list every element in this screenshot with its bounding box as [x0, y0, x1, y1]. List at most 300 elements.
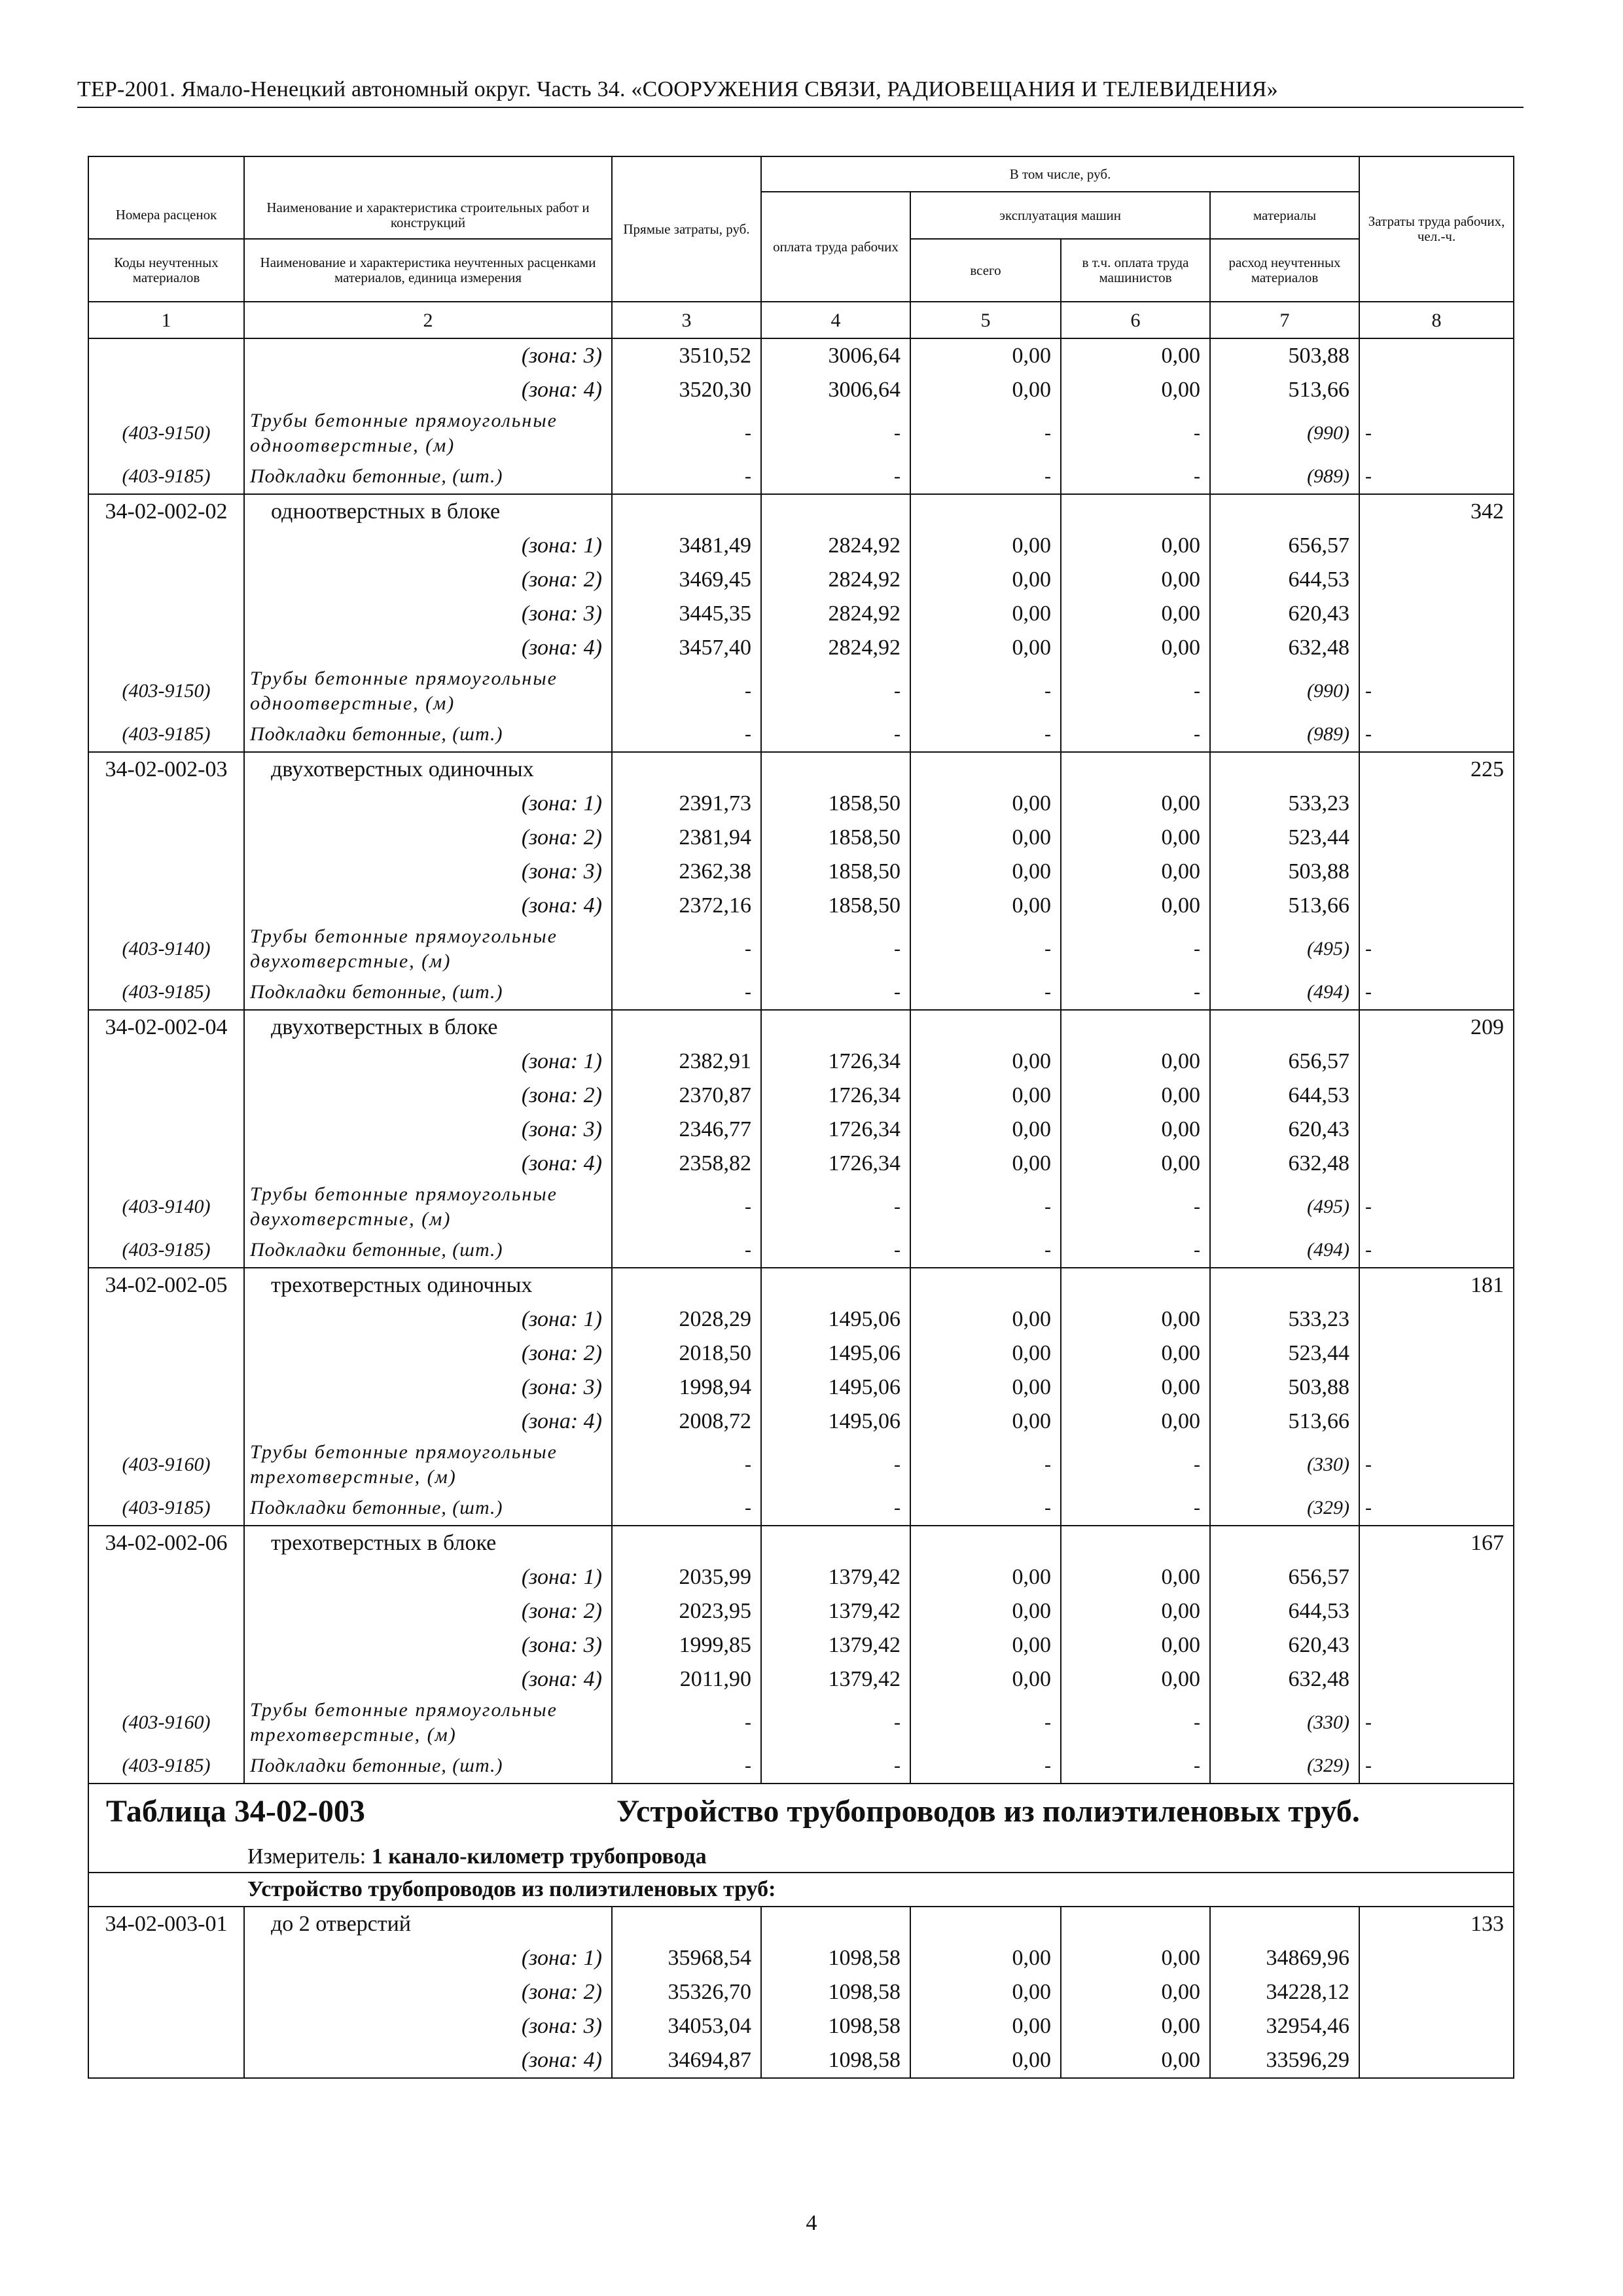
machines-total: 0,00: [910, 1079, 1061, 1113]
materials-cost: 32954,46: [1210, 2009, 1359, 2043]
empty-cell: [88, 1594, 244, 1628]
materials-cost: 503,88: [1210, 338, 1359, 373]
zone-label: (зона: 3): [244, 1371, 612, 1405]
zone-label: (зона: 3): [244, 1628, 612, 1662]
machines-total: 0,00: [910, 1405, 1061, 1439]
machinist-pay: 0,00: [1061, 1941, 1210, 1975]
material-name: Подкладки бетонные, (шт.): [244, 1491, 612, 1526]
zone-label: (зона: 1): [244, 1560, 612, 1594]
dash-cell: -: [1365, 1454, 1372, 1475]
direct-cost: 3457,40: [612, 631, 761, 665]
dash-cell: -: [910, 665, 1061, 717]
rate-row: [88, 494, 1514, 529]
materials-cost: 632,48: [1210, 631, 1359, 665]
materials-cost: 523,44: [1210, 1336, 1359, 1371]
labor-hours-cell: [1359, 1439, 1514, 1491]
empty-cell: [1359, 1079, 1514, 1113]
dash-cell: -: [1365, 680, 1372, 702]
empty-cell: [1359, 1975, 1514, 2009]
empty-cell: [88, 889, 244, 923]
empty-cell: [1359, 2043, 1514, 2078]
materials-cost: 644,53: [1210, 1594, 1359, 1628]
machines-total: 0,00: [910, 821, 1061, 855]
dash-cell: -: [1061, 1439, 1210, 1491]
rate-name: до 2 отверстий: [244, 1907, 612, 1941]
empty-cell: [1359, 1594, 1514, 1628]
empty-cell: [612, 494, 761, 529]
material-usage: (990): [1210, 407, 1359, 459]
materials-cost: 620,43: [1210, 1628, 1359, 1662]
zone-row: [88, 1113, 1514, 1147]
col-number: 1: [88, 302, 244, 338]
machines-total: 0,00: [910, 1628, 1061, 1662]
empty-cell: [1359, 1371, 1514, 1405]
material-code: (403-9185): [88, 1233, 244, 1268]
labor-pay: 1098,58: [761, 2009, 910, 2043]
machines-total: 0,00: [910, 563, 1061, 597]
material-code: (403-9160): [88, 1696, 244, 1749]
direct-cost: 3481,49: [612, 529, 761, 563]
direct-cost: 3445,35: [612, 597, 761, 631]
zone-label: (зона: 2): [244, 1336, 612, 1371]
machines-total: 0,00: [910, 2009, 1061, 2043]
zone-row: [88, 1628, 1514, 1662]
labor-pay: 1858,50: [761, 787, 910, 821]
empty-cell: [88, 787, 244, 821]
material-row: [88, 923, 1514, 975]
labor-hours-cell: [1359, 1696, 1514, 1749]
material-name: Подкладки бетонные, (шт.): [244, 459, 612, 494]
dash-cell: -: [612, 1181, 761, 1233]
labor-hours: 167: [1359, 1526, 1514, 1560]
dash-cell: -: [910, 459, 1061, 494]
empty-cell: [1359, 1405, 1514, 1439]
empty-cell: [761, 1268, 910, 1302]
materials-cost: 620,43: [1210, 597, 1359, 631]
dash-cell: -: [612, 459, 761, 494]
material-usage: (330): [1210, 1696, 1359, 1749]
machinist-pay: 0,00: [1061, 597, 1210, 631]
machinist-pay: 0,00: [1061, 529, 1210, 563]
machines-total: 0,00: [910, 1302, 1061, 1336]
material-code: (403-9140): [88, 1181, 244, 1233]
dash-cell: -: [1365, 1497, 1372, 1518]
empty-cell: [761, 494, 910, 529]
empty-cell: [612, 1268, 761, 1302]
zone-row: [88, 631, 1514, 665]
material-name: Трубы бетонные прямоугольные трехотверстные, (м): [244, 1696, 612, 1749]
dash-cell: -: [612, 975, 761, 1010]
machines-total: 0,00: [910, 1045, 1061, 1079]
materials-cost: 632,48: [1210, 1147, 1359, 1181]
materials-cost: 503,88: [1210, 855, 1359, 889]
empty-cell: [910, 1526, 1061, 1560]
zone-row: [88, 1045, 1514, 1079]
machines-total: 0,00: [910, 855, 1061, 889]
meter-row: [88, 1842, 1514, 1873]
direct-cost: 2382,91: [612, 1045, 761, 1079]
machines-total: 0,00: [910, 373, 1061, 407]
labor-hours: 342: [1359, 494, 1514, 529]
machinist-pay: 0,00: [1061, 2009, 1210, 2043]
labor-hours-cell: [1359, 459, 1514, 494]
material-usage: (495): [1210, 1181, 1359, 1233]
materials-cost: 620,43: [1210, 1113, 1359, 1147]
empty-cell: [1359, 529, 1514, 563]
machines-total: 0,00: [910, 1336, 1061, 1371]
dash-cell: -: [761, 1233, 910, 1268]
dash-cell: -: [1061, 923, 1210, 975]
dash-cell: -: [761, 1439, 910, 1491]
direct-cost: 35326,70: [612, 1975, 761, 2009]
zone-row: [88, 787, 1514, 821]
dash-cell: -: [761, 1491, 910, 1526]
empty-cell: [1359, 631, 1514, 665]
direct-cost: 34053,04: [612, 2009, 761, 2043]
labor-hours-cell: [1359, 923, 1514, 975]
zone-row: [88, 1560, 1514, 1594]
material-row: [88, 1181, 1514, 1233]
direct-cost: 2008,72: [612, 1405, 761, 1439]
materials-cost: 533,23: [1210, 1302, 1359, 1336]
material-name: Трубы бетонные прямоугольные трехотверстные, (м): [244, 1439, 612, 1491]
empty-cell: [1359, 821, 1514, 855]
rate-code: 34-02-003-01: [88, 1907, 244, 1941]
zone-row: [88, 1079, 1514, 1113]
material-name: Трубы бетонные прямоугольные двухотверстные, (м): [244, 1181, 612, 1233]
empty-cell: [1359, 1662, 1514, 1696]
material-usage: (330): [1210, 1439, 1359, 1491]
empty-cell: [88, 1336, 244, 1371]
direct-cost: 2362,38: [612, 855, 761, 889]
zone-label: (зона: 3): [244, 855, 612, 889]
labor-pay: 1726,34: [761, 1045, 910, 1079]
col-number: 2: [244, 302, 612, 338]
rate-name: двухотверстных одиночных: [244, 752, 612, 787]
materials-cost: 656,57: [1210, 529, 1359, 563]
header-spacer-1: [88, 156, 244, 192]
empty-cell: [1210, 1268, 1359, 1302]
empty-cell: [88, 1147, 244, 1181]
rate-code: 34-02-002-06: [88, 1526, 244, 1560]
material-name: Трубы бетонные прямоугольные одноотверстные, (м): [244, 407, 612, 459]
direct-cost: 1999,85: [612, 1628, 761, 1662]
machines-total: 0,00: [910, 1975, 1061, 2009]
dash-cell: -: [1061, 975, 1210, 1010]
direct-cost: 34694,87: [612, 2043, 761, 2078]
material-usage: (329): [1210, 1749, 1359, 1784]
empty-cell: [88, 1045, 244, 1079]
zone-label: (зона: 1): [244, 1045, 612, 1079]
dash-cell: -: [612, 717, 761, 752]
material-code: (403-9160): [88, 1439, 244, 1491]
machinist-pay: 0,00: [1061, 1560, 1210, 1594]
rate-row: [88, 752, 1514, 787]
labor-pay: 2824,92: [761, 631, 910, 665]
empty-cell: [88, 821, 244, 855]
col-number: 8: [1359, 302, 1514, 338]
col-number: 6: [1061, 302, 1210, 338]
rate-row: [88, 1907, 1514, 1941]
dash-cell: -: [612, 665, 761, 717]
zone-row: [88, 2009, 1514, 2043]
machines-total: 0,00: [910, 338, 1061, 373]
direct-cost: 2346,77: [612, 1113, 761, 1147]
labor-pay: 1726,34: [761, 1113, 910, 1147]
empty-cell: [1210, 494, 1359, 529]
labor-hours-cell: [1359, 1233, 1514, 1268]
material-usage: (989): [1210, 459, 1359, 494]
materials-cost: 503,88: [1210, 1371, 1359, 1405]
dash-cell: -: [1365, 1755, 1372, 1776]
labor-pay: 2824,92: [761, 529, 910, 563]
page-number: 4: [806, 2211, 817, 2235]
empty-cell: [88, 529, 244, 563]
labor-hours-cell: [1359, 407, 1514, 459]
zone-label: (зона: 1): [244, 529, 612, 563]
col-number: 5: [910, 302, 1061, 338]
material-code: (403-9185): [88, 459, 244, 494]
zone-label: (зона: 2): [244, 1594, 612, 1628]
dash-cell: -: [612, 1439, 761, 1491]
material-name: Трубы бетонные прямоугольные двухотверстные, (м): [244, 923, 612, 975]
material-code: (403-9185): [88, 975, 244, 1010]
header-rule: [77, 107, 1524, 108]
zone-label: (зона: 1): [244, 1302, 612, 1336]
material-row: [88, 1439, 1514, 1491]
table-title-row: [88, 1784, 1514, 1842]
empty-cell: [1359, 1302, 1514, 1336]
labor-pay: 1098,58: [761, 1975, 910, 2009]
col-number: 4: [761, 302, 910, 338]
zone-label: (зона: 4): [244, 2043, 612, 2078]
labor-pay: 1858,50: [761, 821, 910, 855]
dash-cell: -: [910, 1491, 1061, 1526]
zone-row: [88, 821, 1514, 855]
empty-cell: [1210, 1907, 1359, 1941]
labor-hours-cell: [1359, 717, 1514, 752]
labor-pay: 2824,92: [761, 597, 910, 631]
empty-cell: [1210, 752, 1359, 787]
header-work-name: Наименование и характеристика строительных работ и конструкций: [244, 192, 612, 239]
labor-hours: 225: [1359, 752, 1514, 787]
header-labor-hours: Затраты труда рабочих, чел.-ч.: [1359, 156, 1514, 302]
labor-pay: 1858,50: [761, 889, 910, 923]
materials-cost: 513,66: [1210, 889, 1359, 923]
machinist-pay: 0,00: [1061, 1662, 1210, 1696]
machinist-pay: 0,00: [1061, 821, 1210, 855]
empty-cell: [88, 1941, 244, 1975]
empty-cell: [88, 1302, 244, 1336]
dash-cell: -: [1061, 1491, 1210, 1526]
machines-total: 0,00: [910, 529, 1061, 563]
machinist-pay: 0,00: [1061, 1336, 1210, 1371]
material-row: [88, 975, 1514, 1010]
dash-cell: -: [1061, 665, 1210, 717]
direct-cost: 1998,94: [612, 1371, 761, 1405]
empty-cell: [88, 338, 244, 373]
rate-name: одноотверстных в блоке: [244, 494, 612, 529]
machines-total: 0,00: [910, 1560, 1061, 1594]
material-usage: (329): [1210, 1491, 1359, 1526]
empty-cell: [1359, 855, 1514, 889]
labor-pay: 1379,42: [761, 1628, 910, 1662]
labor-pay: 1379,42: [761, 1594, 910, 1628]
dash-cell: -: [612, 1491, 761, 1526]
zone-label: (зона: 4): [244, 889, 612, 923]
subheading-row: [88, 1873, 1514, 1907]
direct-cost: 2028,29: [612, 1302, 761, 1336]
machinist-pay: 0,00: [1061, 1594, 1210, 1628]
dash-cell: -: [910, 717, 1061, 752]
header-material-codes: Коды неучтенных материалов: [88, 239, 244, 302]
meter-value: 1 канало-километр трубопровода: [371, 1844, 707, 1869]
dash-cell: -: [761, 923, 910, 975]
material-usage: (494): [1210, 1233, 1359, 1268]
dash-cell: -: [1365, 1239, 1372, 1261]
labor-hours-cell: [1359, 975, 1514, 1010]
labor-hours: 209: [1359, 1010, 1514, 1045]
labor-hours-cell: [1359, 665, 1514, 717]
table-number: Таблица 34-02-003: [106, 1793, 365, 1829]
empty-cell: [88, 1405, 244, 1439]
dash-cell: -: [910, 1696, 1061, 1749]
dash-cell: -: [761, 1749, 910, 1784]
direct-cost: 2035,99: [612, 1560, 761, 1594]
direct-cost: 3510,52: [612, 338, 761, 373]
dash-cell: -: [1061, 1696, 1210, 1749]
material-row: [88, 407, 1514, 459]
dash-cell: -: [612, 407, 761, 459]
empty-cell: [1359, 889, 1514, 923]
machinist-pay: 0,00: [1061, 563, 1210, 597]
dash-cell: -: [910, 1749, 1061, 1784]
materials-cost: 632,48: [1210, 1662, 1359, 1696]
empty-cell: [88, 2043, 244, 2078]
zone-row: [88, 855, 1514, 889]
rate-name: трехотверстных в блоке: [244, 1526, 612, 1560]
machinist-pay: 0,00: [1061, 1147, 1210, 1181]
dash-cell: -: [761, 717, 910, 752]
dash-cell: -: [1061, 1749, 1210, 1784]
direct-cost: 35968,54: [612, 1941, 761, 1975]
empty-cell: [1359, 1628, 1514, 1662]
labor-pay: 1379,42: [761, 1560, 910, 1594]
material-row: [88, 459, 1514, 494]
empty-cell: [1359, 2009, 1514, 2043]
empty-cell: [88, 1628, 244, 1662]
machinist-pay: 0,00: [1061, 373, 1210, 407]
material-code: (403-9150): [88, 407, 244, 459]
header-labor-pay: оплата труда рабочих: [761, 192, 910, 302]
rate-row: [88, 1010, 1514, 1045]
empty-cell: [761, 1526, 910, 1560]
materials-cost: 513,66: [1210, 373, 1359, 407]
zone-label: (зона: 2): [244, 821, 612, 855]
dash-cell: -: [910, 1439, 1061, 1491]
empty-cell: [910, 1268, 1061, 1302]
zone-row: [88, 1941, 1514, 1975]
direct-cost: 2381,94: [612, 821, 761, 855]
machinist-pay: 0,00: [1061, 1079, 1210, 1113]
empty-cell: [1061, 752, 1210, 787]
machinist-pay: 0,00: [1061, 338, 1210, 373]
labor-hours: 133: [1359, 1907, 1514, 1941]
zone-label: (зона: 4): [244, 1662, 612, 1696]
dash-cell: -: [1061, 1233, 1210, 1268]
material-code: (403-9185): [88, 1749, 244, 1784]
material-code: (403-9140): [88, 923, 244, 975]
zone-row: [88, 1371, 1514, 1405]
materials-cost: 656,57: [1210, 1045, 1359, 1079]
empty-cell: [1359, 1941, 1514, 1975]
empty-cell: [910, 752, 1061, 787]
rate-code: 34-02-002-05: [88, 1268, 244, 1302]
zone-row: [88, 1594, 1514, 1628]
empty-cell: [88, 1975, 244, 2009]
material-row: [88, 1233, 1514, 1268]
material-code: (403-9185): [88, 717, 244, 752]
labor-pay: 1098,58: [761, 1941, 910, 1975]
labor-pay: 1495,06: [761, 1405, 910, 1439]
dash-cell: -: [1365, 723, 1372, 745]
empty-cell: [88, 1113, 244, 1147]
header-material-usage: расход неучтенных материалов: [1210, 239, 1359, 302]
labor-pay: 1858,50: [761, 855, 910, 889]
material-usage: (495): [1210, 923, 1359, 975]
zone-row: [88, 597, 1514, 631]
header-machinist-pay: в т.ч. оплата труда машинистов: [1061, 239, 1210, 302]
dash-cell: -: [910, 923, 1061, 975]
dash-cell: -: [761, 1696, 910, 1749]
empty-cell: [1210, 1526, 1359, 1560]
empty-cell: [612, 1010, 761, 1045]
dash-cell: -: [761, 459, 910, 494]
empty-cell: [88, 2009, 244, 2043]
rate-name: двухотверстных в блоке: [244, 1010, 612, 1045]
meter-label: Измеритель:: [247, 1844, 366, 1869]
material-row: [88, 1491, 1514, 1526]
empty-cell: [88, 1079, 244, 1113]
machinist-pay: 0,00: [1061, 2043, 1210, 2078]
machinist-pay: 0,00: [1061, 1628, 1210, 1662]
empty-cell: [1359, 373, 1514, 407]
empty-cell: [612, 1907, 761, 1941]
header-material-name: Наименование и характеристика неучтенных расценками материалов, единица измерения: [244, 239, 612, 302]
zone-label: (зона: 3): [244, 597, 612, 631]
machinist-pay: 0,00: [1061, 855, 1210, 889]
zone-row: [88, 1302, 1514, 1336]
rate-row: [88, 1526, 1514, 1560]
material-name: Подкладки бетонные, (шт.): [244, 975, 612, 1010]
machinist-pay: 0,00: [1061, 787, 1210, 821]
labor-hours-cell: [1359, 1491, 1514, 1526]
empty-cell: [1359, 1147, 1514, 1181]
rate-code: 34-02-002-04: [88, 1010, 244, 1045]
empty-cell: [1061, 1010, 1210, 1045]
machinist-pay: 0,00: [1061, 1113, 1210, 1147]
dash-cell: -: [612, 1696, 761, 1749]
machines-total: 0,00: [910, 1371, 1061, 1405]
labor-pay: 3006,64: [761, 373, 910, 407]
direct-cost: 2391,73: [612, 787, 761, 821]
dash-cell: -: [612, 1233, 761, 1268]
labor-hours: 181: [1359, 1268, 1514, 1302]
zone-row: [88, 1336, 1514, 1371]
empty-cell: [1210, 1010, 1359, 1045]
table-body: [88, 338, 1514, 2078]
table-title-cell: [88, 1784, 1514, 1842]
